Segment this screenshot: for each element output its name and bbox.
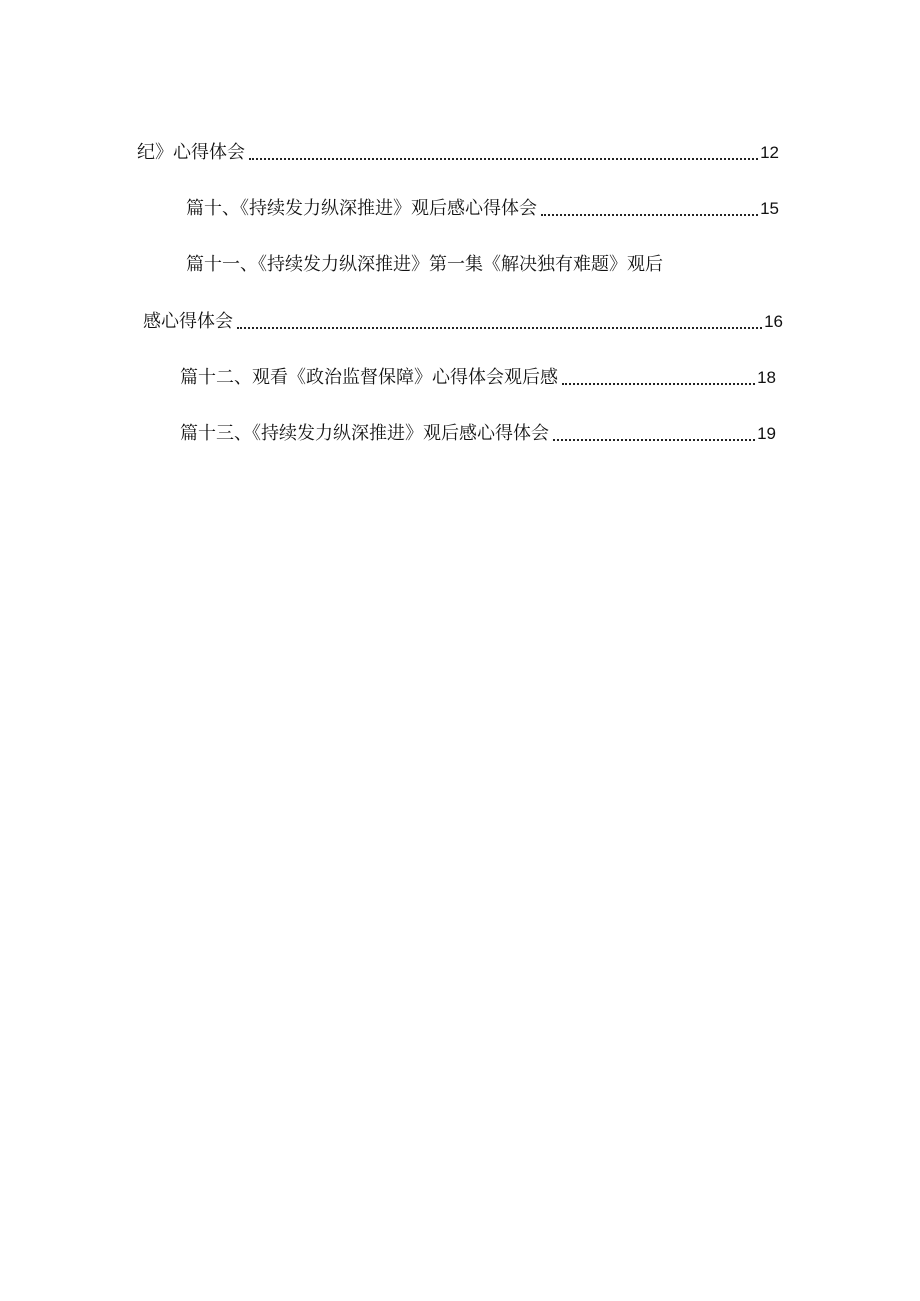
toc-page-number: 18 bbox=[757, 368, 776, 387]
toc-dot-leader bbox=[541, 214, 758, 216]
toc-dot-leader bbox=[553, 439, 755, 441]
toc-entry-title: 篇十二、观看《政治监督保障》心得体会观后感 bbox=[180, 367, 558, 388]
toc-dot-leader bbox=[562, 383, 755, 385]
toc-entry[interactable] bbox=[180, 420, 776, 448]
toc-entry[interactable] bbox=[137, 139, 779, 167]
toc-entry[interactable] bbox=[186, 195, 779, 223]
toc-entry-title: 篇十、《持续发力纵深推进》观后感心得体会 bbox=[186, 198, 537, 219]
toc-entry[interactable] bbox=[186, 251, 746, 279]
toc-entry[interactable] bbox=[143, 308, 783, 336]
toc-entry-title: 纪》心得体会 bbox=[137, 142, 245, 163]
toc-dot-leader bbox=[249, 158, 758, 160]
toc-page-number: 15 bbox=[760, 199, 779, 218]
toc-page-number: 19 bbox=[757, 424, 776, 443]
toc-entry-title: 篇十一、《持续发力纵深推进》第一集《解决独有难题》观后 bbox=[186, 254, 663, 275]
toc-entry[interactable] bbox=[180, 364, 776, 392]
toc-page-number: 12 bbox=[760, 143, 779, 162]
toc-entry-title: 篇十三、《持续发力纵深推进》观后感心得体会 bbox=[180, 423, 549, 444]
toc-page-number: 16 bbox=[764, 312, 783, 331]
toc-dot-leader bbox=[237, 327, 762, 329]
toc-entry-title: 感心得体会 bbox=[143, 311, 233, 332]
